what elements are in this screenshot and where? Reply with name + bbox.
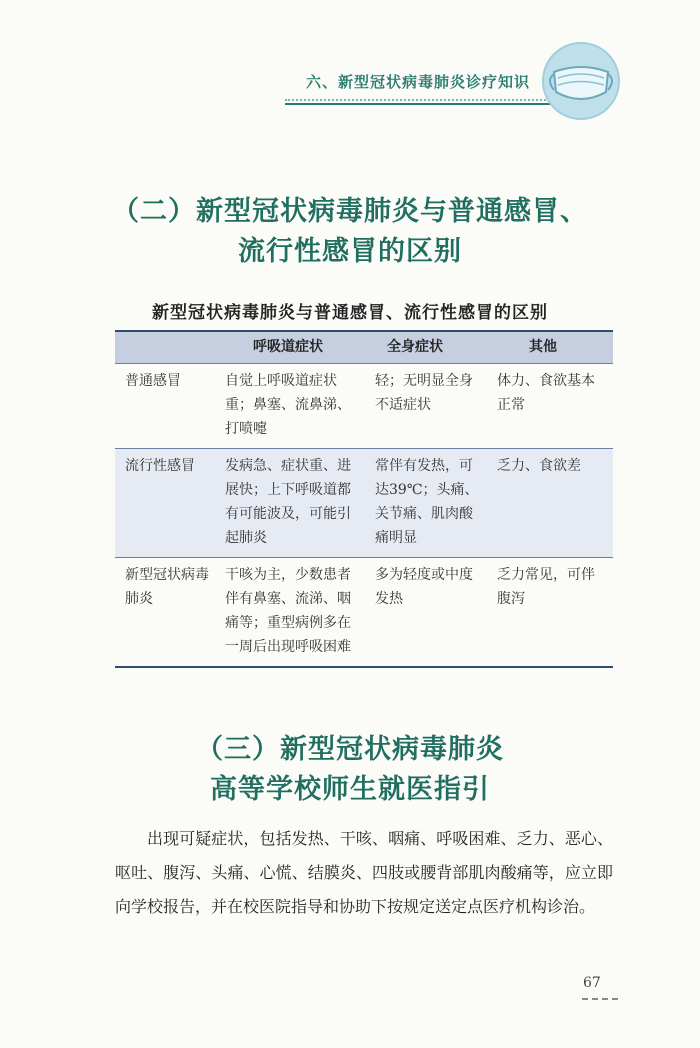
chapter-title: 六、新型冠状病毒肺炎诊疗知识 xyxy=(305,73,530,91)
column-header: 呼吸道症状 xyxy=(253,339,323,356)
table-cell: 新型冠状病毒肺炎 xyxy=(125,566,209,607)
section-heading-2-line2: 流行性感冒的区别 xyxy=(238,236,462,267)
table-cell: 常伴有发热，可达39℃；头痛、关节痛、肌肉酸痛明显 xyxy=(375,457,479,546)
column-header xyxy=(115,331,217,363)
table-row xyxy=(115,363,613,448)
table-row xyxy=(115,557,613,667)
section-heading-3-line2: 高等学校师生就医指引 xyxy=(210,774,490,805)
body-paragraph: 出现可疑症状，包括发热、干咳、咽痛、呼吸困难、乏力、恶心、呕吐、腹泻、头痛、心慌、结膜炎、四肢或腰背部肌肉酸痛等，应立即向学校报告，并在校医院指导和协助下按规定送定点医疗机构诊治。 xyxy=(115,829,613,916)
table-cell: 普通感冒 xyxy=(125,372,181,389)
comparison-table xyxy=(115,330,613,668)
page-number-dashes xyxy=(582,998,618,1000)
section-heading-3-line1: （三）新型冠状病毒肺炎 xyxy=(196,734,504,765)
column-header: 全身症状 xyxy=(387,339,443,356)
section-heading-2 xyxy=(0,192,700,272)
page-number: 67 xyxy=(583,975,601,991)
table-cell: 乏力常见，可伴腹泻 xyxy=(497,566,595,607)
table-cell: 乏力、食欲差 xyxy=(497,457,581,474)
table-cell: 流行性感冒 xyxy=(125,457,195,474)
column-header: 其他 xyxy=(529,339,557,356)
table-row xyxy=(115,448,613,557)
table-header-row xyxy=(115,331,613,363)
table-cell: 干咳为主，少数患者伴有鼻塞、流涕、咽痛等；重型病例多在一周后出现呼吸困难 xyxy=(225,566,351,655)
header-rule xyxy=(285,103,550,105)
table-caption: 新型冠状病毒肺炎与普通感冒、流行性感冒的区别 xyxy=(152,303,548,323)
table-cell: 自觉上呼吸道症状重；鼻塞、流鼻涕、打喷嚏 xyxy=(225,372,351,437)
section-heading-3 xyxy=(0,730,700,810)
table-cell: 发病急、症状重、进展快；上下呼吸道都有可能波及，可能引起肺炎 xyxy=(225,457,351,546)
table-cell: 多为轻度或中度发热 xyxy=(375,566,473,607)
table-cell: 轻；无明显全身不适症状 xyxy=(375,372,473,413)
face-mask-icon xyxy=(540,40,622,122)
table-cell: 体力、食欲基本正常 xyxy=(497,372,595,413)
section-heading-2-line1: （二）新型冠状病毒肺炎与普通感冒、 xyxy=(112,196,588,227)
header-dotted-rule xyxy=(285,99,550,101)
running-header xyxy=(285,63,550,105)
